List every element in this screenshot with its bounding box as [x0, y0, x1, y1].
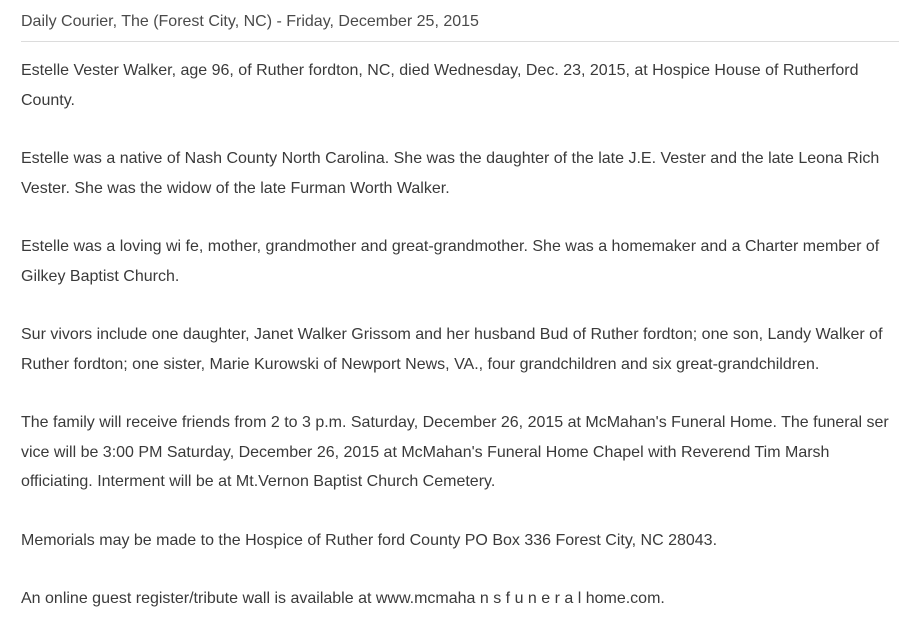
paragraph-services: The family will receive friends from 2 to 3 p.m. Saturday, December 26, 2015 at McMahan's Funeral Home. The funeral ser vice will be 3:00 PM Saturday, December 26, 2015 at McMahan's Funeral Home Chapel with Reverend Tim Marsh officiating. Interment will be at Mt.Vernon Baptist Church Cemetery. [21, 414, 889, 490]
article-body [21, 56, 899, 614]
paragraph-life: Estelle was a loving wi fe, mother, grandmother and great-grandmother. She was a homemaker and a Charter member of Gilkey Baptist Church. [21, 238, 880, 285]
paragraph-survivors: Sur vivors include one daughter, Janet Walker Grissom and her husband Bud of Ruther fordton; one son, Landy Walker of Ruther fordton; one sister, Marie Kurowski of Newport News, VA., four grandchildren and six great-grandchildren. [21, 326, 883, 373]
paragraph-family-background: Estelle was a native of Nash County North Carolina. She was the daughter of the late J.E. Vester and the late Leona Rich Vester. She was the widow of the late Furman Worth Walker. [21, 150, 880, 197]
paragraph-guest-register: An online guest register/tribute wall is available at www.mcmaha n s f u n e r a l home.com. [21, 590, 665, 607]
dateline-header: Daily Courier, The (Forest City, NC) - Friday, December 25, 2015 [21, 10, 899, 42]
paragraph-memorials: Memorials may be made to the Hospice of Ruther ford County PO Box 336 Forest City, NC 28043. [21, 531, 718, 549]
paragraph-death-notice: Estelle Vester Walker, age 96, of Ruther fordton, NC, died Wednesday, Dec. 23, 2015, at Hospice House of Rutherford County. [21, 62, 859, 109]
